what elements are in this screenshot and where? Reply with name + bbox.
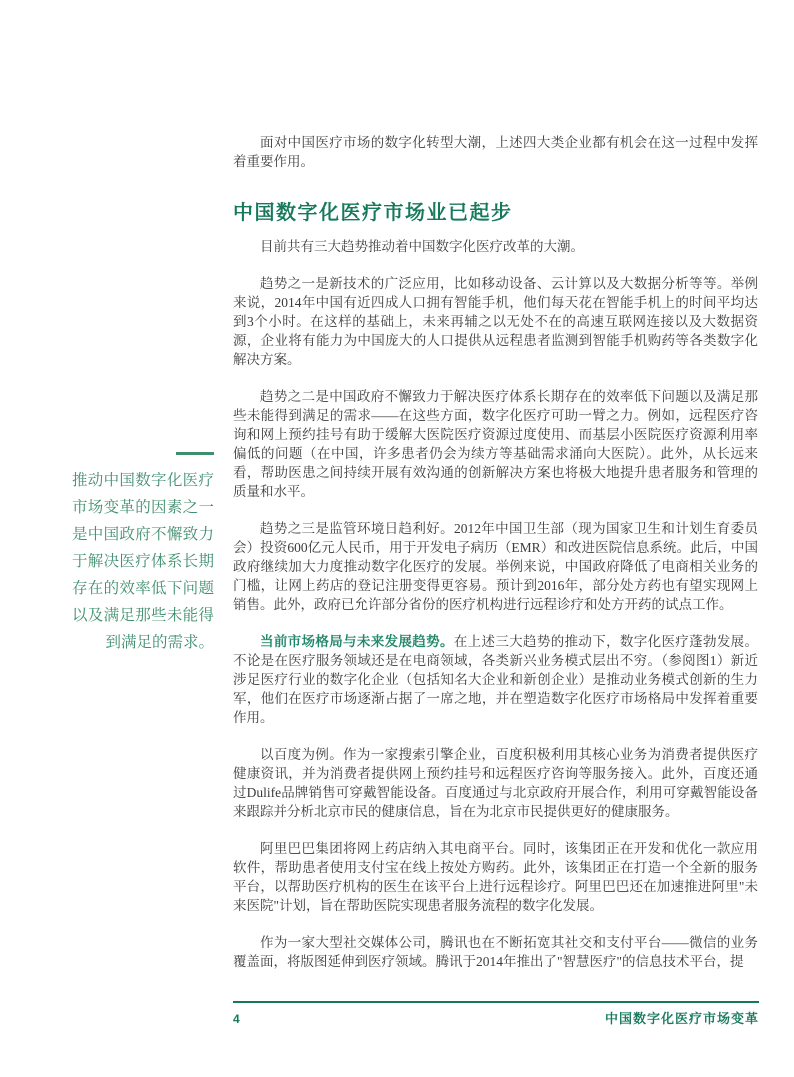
tencent-paragraph: 作为一家大型社交媒体公司，腾讯也在不断拓宽其社交和支付平台——微信的业务覆盖面，将版图延伸到医疗领域。腾讯于2014年推出了"智慧医疗"的信息技术平台，提 [233,935,758,969]
market-outlook-leadin: 当前市场格局与未来发展趋势。 [260,634,454,649]
section-heading: 中国数字化医疗市场业已起步 [233,202,513,224]
page-footer [233,1001,759,1027]
pull-quote-rule [176,452,214,455]
market-outlook-body: 在上述三大趋势的推动下，数字化医疗蓬勃发展。不论是在医疗服务领域还是在电商领域，各类新兴业务模式层出不穷。（参阅图1）新近涉足医疗行业的数字化企业（包括知名大企业和新创企业）是推动业务模式创新的生力军，他们在医疗市场逐渐占据了一席之地，并在塑造数字化医疗市场格局中发挥着重要作用。 [233,634,759,725]
trend-2-paragraph: 趋势之二是中国政府不懈致力于解决医疗体系长期存在的效率低下问题以及满足那些未能得到满足的需求——在这些方面，数字化医疗可助一臂之力。例如，远程医疗咨询和网上预约挂号有助于缓解大医院医疗资源过度使用、而基层小医院医疗资源利用率偏低的问题（在中国，许多患者仍会为续方等基础需求涌向大医院）。此外，从长远来看，帮助医患之间持续开展有效沟通的创新解决方案也将极大地提升患者服务和管理的质量和水平。 [233,389,758,499]
alibaba-paragraph: 阿里巴巴集团将网上药店纳入其电商平台。同时，该集团正在开发和优化一款应用软件，帮助患者使用支付宝在线上按处方购药。此外，该集团正在打造一个全新的服务平台，以帮助医疗机构的医生在该平台上进行远程诊疗。阿里巴巴还在加速推进阿里"未来医院"计划，旨在帮助医院实现患者服务流程的数字化发展。 [233,841,758,913]
pull-quote-text: 推动中国数字化医疗市场变革的因素之一是中国政府不懈致力于解决医疗体系长期存在的效率低下问题以及满足那些未能得到满足的需求。 [72,472,214,651]
article-column [233,133,758,989]
lede-paragraph: 目前共有三大趋势推动着中国数字化医疗改革的大潮。 [260,239,584,254]
market-outlook-paragraph [233,632,758,727]
trend-1-paragraph: 趋势之一是新技术的广泛应用，比如移动设备、云计算以及大数据分析等等。举例来说，2014年中国有近四成人口拥有智能手机，他们每天花在智能手机上的时间平均达到3个小时。在这样的基础上，未来再辅之以无处不在的高速互联网连接以及大数据资源，企业将有能力为中国庞大的人口提供从远程患者监测到智能手机购药等各类数字化解决方案。 [233,276,758,367]
trend-3-paragraph: 趋势之三是监管环境日趋利好。2012年中国卫生部（现为国家卫生和计划生育委员会）投资600亿元人民币，用于开发电子病历（EMR）和改进医院信息系统。此后，中国政府继续加大力度推动数字化医疗的发展。举例来说，中国政府降低了电商相关业务的门槛，让网上药店的登记注册变得更容易。预计到2016年，部分处方药也有望实现网上销售。此外，政府已允许部分省份的医疗机构进行远程诊疗和处方开药的试点工作。 [233,521,758,612]
pull-quote [72,452,214,656]
footer-report-title: 中国数字化医疗市场变革 [604,1011,759,1026]
baidu-paragraph: 以百度为例。作为一家搜索引擎企业，百度积极利用其核心业务为消费者提供医疗健康资讯，并为消费者提供网上预约挂号和远程医疗咨询等服务接入。此外，百度还通过Dulife品牌销售可穿戴智能设备。百度通过与北京政府开展合作，利用可穿戴智能设备来跟踪并分析北京市民的健康信息，旨在为北京市民提供更好的健康服务。 [233,747,758,819]
footer-rule [233,1001,759,1003]
intro-paragraph: 面对中国医疗市场的数字化转型大潮，上述四大类企业都有机会在这一过程中发挥着重要作用。 [233,135,758,169]
page-number: 4 [233,1012,240,1026]
